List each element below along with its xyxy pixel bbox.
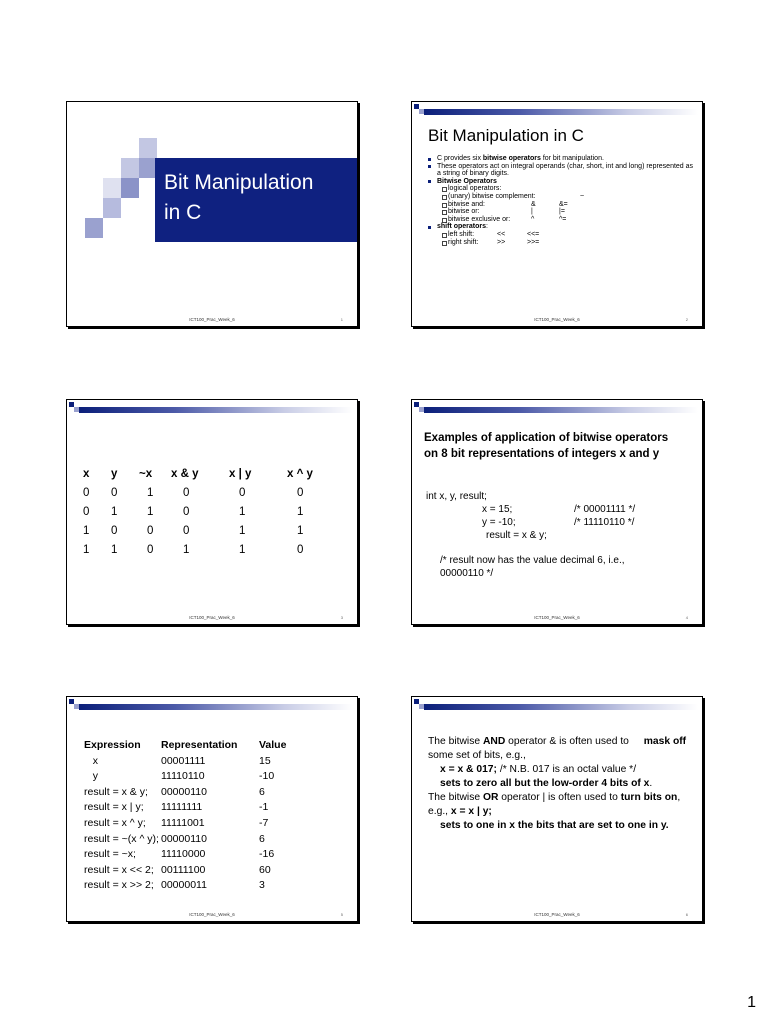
- sub-bullet-item: [425, 216, 695, 224]
- table-cell: 0: [83, 487, 90, 499]
- table-cell: y: [84, 770, 99, 783]
- sub-bullet-item: [425, 239, 695, 247]
- decor-square: [103, 198, 121, 218]
- table-cell: 11110000: [161, 848, 206, 861]
- sub-bullet-item: [425, 208, 695, 216]
- operator-symbol: >>: [497, 238, 506, 246]
- assignment-operator: |=: [559, 208, 565, 216]
- table-cell: 60: [259, 863, 271, 876]
- table-cell: -7: [259, 816, 269, 829]
- slide-2: [411, 101, 703, 327]
- table-cell: result = x ^ y;: [84, 816, 146, 829]
- bullet-item: shift operators:: [425, 223, 695, 231]
- table-cell: 1: [147, 506, 154, 518]
- operator-label: bitwise exclusive or:: [448, 215, 511, 223]
- table-cell: 00111100: [161, 863, 206, 876]
- table-cell: 1: [83, 525, 90, 537]
- table-cell: x: [84, 754, 99, 767]
- table-cell: result = x | y;: [84, 801, 144, 814]
- operator-symbol: &: [531, 200, 536, 208]
- table-cell: 1: [147, 487, 154, 499]
- table-cell: 00001111: [161, 754, 206, 767]
- operator-label: bitwise or:: [448, 208, 480, 216]
- table-cell: 00000011: [161, 879, 207, 892]
- table-cell: -16: [259, 848, 275, 861]
- slide-footer: ICT100_Prac_Week_6: [534, 615, 580, 620]
- table-cell: 0: [183, 506, 190, 518]
- slide-number: 4: [685, 615, 688, 620]
- table-cell: 1: [83, 544, 90, 556]
- table-cell: 0: [297, 487, 304, 499]
- column-header: x ^ y: [287, 468, 313, 480]
- operator-label: bitwise and:: [448, 200, 485, 208]
- paragraph: x = x & 017; /* N.B. 017 is an octal value */: [440, 764, 637, 775]
- table-cell: result = x << 2;: [84, 863, 154, 876]
- decor-square: [139, 138, 157, 158]
- table-cell: 1: [239, 544, 246, 556]
- table-cell: 6: [259, 832, 265, 845]
- operator-label: right shift:: [448, 238, 479, 246]
- slide-title: Bit Manipulation in C: [428, 126, 584, 145]
- decor-square: [103, 178, 121, 198]
- code-comment: /* 00001111 */: [574, 504, 636, 515]
- table-cell: 11111001: [161, 816, 205, 829]
- code-line: x = 15;: [482, 504, 513, 515]
- table-cell: result = x >> 2;: [84, 879, 154, 892]
- assignment-operator: <<=: [527, 230, 540, 238]
- paragraph: sets to one in x the bits that are set to one in y.: [440, 820, 669, 831]
- sub-bullet-item: [425, 193, 695, 201]
- slide-1: [66, 101, 358, 327]
- column-header: x | y: [229, 468, 252, 480]
- table-cell: 1: [239, 506, 246, 518]
- slide-4: [411, 399, 703, 625]
- bullet-item: These operators act on integral operands (char, short, int and long) represented as a string of binary digits.: [425, 163, 695, 178]
- slide-footer: ICT100_Prac_Week_6: [189, 317, 235, 322]
- table-cell: result = ~x;: [84, 848, 136, 861]
- table-cell: 0: [111, 487, 118, 499]
- slide-footer: ICT100_Prac_Week_6: [189, 912, 235, 917]
- column-header: Representation: [161, 739, 238, 751]
- slide-footer: ICT100_Prac_Week_6: [189, 615, 235, 620]
- table-cell: 1: [111, 544, 118, 556]
- paragraph: The bitwise OR operator | is often used to turn bits on, e.g., x = x | y;: [428, 792, 681, 817]
- code-note: /* result now has the value decimal 6, i.e., 00000110 */: [440, 555, 625, 579]
- column-header: x & y: [171, 468, 199, 480]
- table-cell: -1: [259, 801, 269, 814]
- table-cell: 15: [259, 754, 271, 767]
- bullet-item: Bitwise Operators: [425, 178, 695, 186]
- slide-number: 1: [340, 317, 343, 322]
- table-cell: 1: [297, 506, 304, 518]
- slide-header-bar: [414, 402, 700, 416]
- decor-square: [121, 178, 139, 198]
- bullet-list: [425, 155, 695, 246]
- table-cell: 11110110: [161, 770, 205, 783]
- sub-bullet-item: [425, 231, 695, 239]
- table-cell: 0: [83, 506, 90, 518]
- table-cell: 00000110: [161, 832, 207, 845]
- slide-title: Bit Manipulation in C: [164, 171, 314, 224]
- slide-number: 2: [685, 317, 688, 322]
- operator-symbol: ~: [580, 192, 585, 200]
- assignment-operator: ^=: [559, 215, 567, 223]
- table-cell: 0: [183, 525, 190, 537]
- operator-label: left shift:: [448, 230, 475, 238]
- table-cell: 0: [147, 525, 154, 537]
- column-header: x: [83, 468, 90, 480]
- slide-footer: ICT100_Prac_Week_6: [534, 317, 580, 322]
- assignment-operator: &=: [559, 200, 568, 208]
- operator-symbol: ^: [531, 215, 535, 223]
- code-line: y = -10;: [482, 517, 516, 528]
- table-cell: 0: [111, 525, 118, 537]
- table-cell: 00000110: [161, 785, 207, 798]
- operator-label: (unary) bitwise complement:: [448, 192, 536, 200]
- slide-number: 5: [340, 912, 343, 917]
- table-cell: 0: [239, 487, 246, 499]
- slide-header-bar: [414, 699, 700, 713]
- operator-symbol: |: [531, 208, 533, 216]
- operator-symbol: <<: [497, 230, 506, 238]
- slide-header-bar: [69, 699, 355, 713]
- paragraph: The bitwise AND operator & is often used to mask off some set of bits, e.g.,: [428, 736, 687, 761]
- code-line: int x, y, result;: [426, 491, 487, 502]
- slide-number: 3: [340, 615, 343, 620]
- decor-square: [121, 158, 139, 178]
- table-cell: result = ~(x ^ y);: [84, 832, 159, 845]
- slide-number: 6: [685, 912, 688, 917]
- slide-5: [66, 696, 358, 922]
- slide-header-bar: [69, 402, 355, 416]
- table-cell: 0: [147, 544, 154, 556]
- column-header: y: [111, 468, 118, 480]
- slide-6: [411, 696, 703, 922]
- column-header: ~x: [139, 468, 153, 480]
- assignment-operator: >>=: [527, 238, 540, 246]
- bullet-item: C provides six bitwise operators for bit manipulation.: [425, 155, 695, 163]
- table-cell: 3: [259, 879, 265, 892]
- sub-bullet-item: [425, 201, 695, 209]
- operator-label: logical operators:: [448, 185, 502, 193]
- slide-body: [428, 735, 690, 833]
- table-cell: 1: [297, 525, 304, 537]
- table-cell: 11111111: [161, 801, 203, 814]
- code-line: result = x & y;: [486, 530, 547, 541]
- table-cell: 1: [183, 544, 190, 556]
- slide-header-bar: [414, 104, 700, 118]
- table-cell: 0: [183, 487, 190, 499]
- column-header: Value: [259, 739, 287, 751]
- document-page-number: 1: [747, 994, 756, 1011]
- code-example: [426, 490, 670, 580]
- table-cell: 1: [111, 506, 118, 518]
- decor-square: [85, 218, 103, 238]
- table-cell: -10: [259, 770, 275, 783]
- slide-title: Examples of application of bitwise operators on 8 bit representations of integers x and y: [424, 432, 669, 460]
- table-cell: 6: [259, 785, 265, 798]
- table-cell: 0: [297, 544, 304, 556]
- table-cell: 1: [239, 525, 246, 537]
- table-cell: result = x & y;: [84, 785, 148, 798]
- code-comment: /* 11110110 */: [574, 517, 635, 528]
- slide-3: [66, 399, 358, 625]
- column-header: Expression: [84, 739, 141, 751]
- slide-footer: ICT100_Prac_Week_6: [534, 912, 580, 917]
- sub-bullet-item: [425, 185, 695, 193]
- paragraph: sets to zero all but the low-order 4 bits of x.: [440, 778, 653, 789]
